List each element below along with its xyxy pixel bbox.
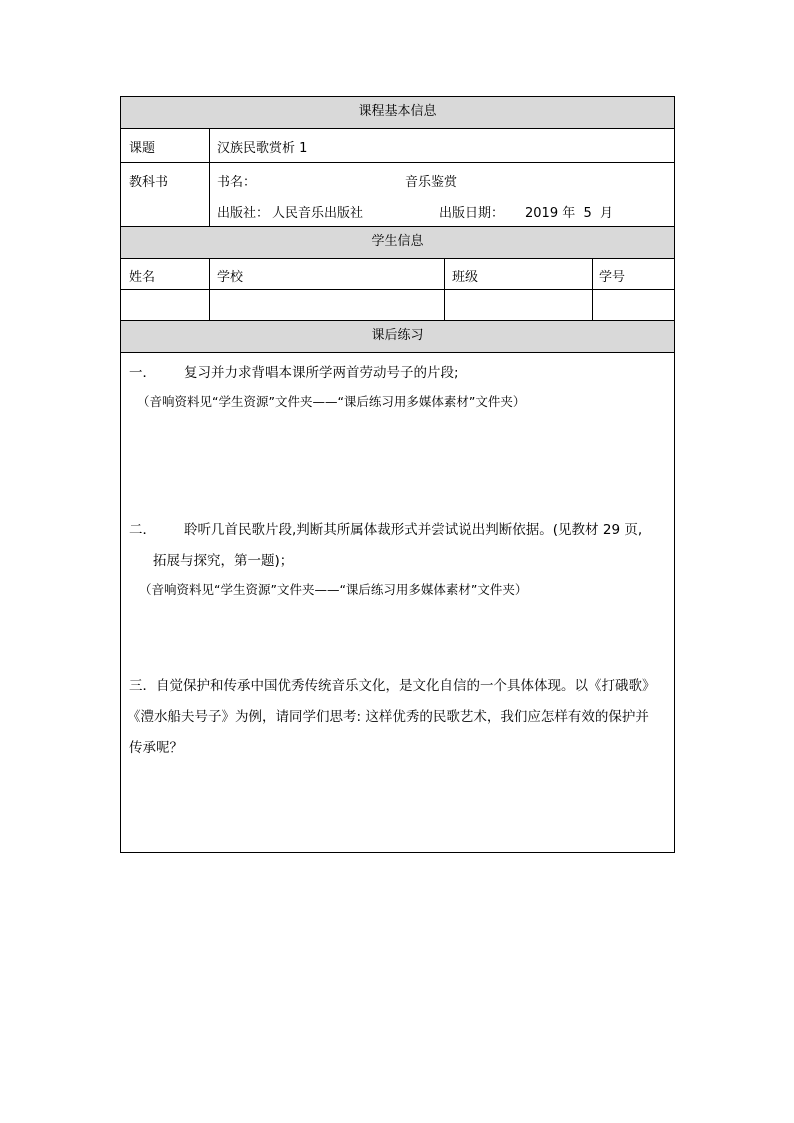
course-info-header xyxy=(121,97,674,129)
exercise-2-number: 二． xyxy=(129,522,156,538)
exercise-3-text-line3: 传承呢？ xyxy=(129,740,183,756)
pub-date-value: 2019 年 5 月 xyxy=(525,206,614,221)
exercise-2-note: （音响资料见“学生资源”文件夹——“课后练习用多媒体素材”文件夹） xyxy=(139,582,528,597)
worksheet-table xyxy=(120,96,675,853)
column-divider xyxy=(209,290,210,320)
exercises-title: 课后练习 xyxy=(371,328,424,343)
student-entry-row xyxy=(121,290,674,321)
publisher-value: 人民音乐出版社 xyxy=(272,206,364,221)
student-info-header xyxy=(121,227,674,259)
column-divider xyxy=(209,129,210,162)
class-column-header: 班级 xyxy=(452,270,479,285)
student-info-title: 学生信息 xyxy=(371,234,424,249)
name-column-header: 姓名 xyxy=(129,270,156,285)
book-name-value: 音乐鉴赏 xyxy=(405,175,458,190)
topic-value: 汉族民歌赏析 1 xyxy=(217,141,308,156)
course-info-title: 课程基本信息 xyxy=(358,104,437,119)
exercises-header xyxy=(121,321,674,353)
student-header-row xyxy=(121,259,674,290)
textbook-row xyxy=(121,163,674,227)
exercise-3-text-line1: 三．自觉保护和传承中国优秀传统音乐文化，是文化自信的一个具体体现。以《打硪歌》 xyxy=(129,678,656,694)
exercise-1-note: （音响资料见“学生资源”文件夹——“课后练习用多媒体素材”文件夹） xyxy=(137,394,526,409)
column-divider xyxy=(209,163,210,226)
column-divider xyxy=(444,290,445,320)
column-divider xyxy=(444,259,445,289)
student-id-column-header: 学号 xyxy=(599,270,626,285)
exercise-1-text: 复习并力求背唱本课所学两首劳动号子的片段; xyxy=(184,365,459,381)
exercise-3-text-line2: 《澧水船夫号子》为例，请同学们思考: 这样优秀的民歌艺术，我们应怎样有效的保护并 xyxy=(127,709,649,725)
book-name-label: 书名： xyxy=(217,175,257,190)
publisher-label: 出版社： xyxy=(217,206,270,221)
pub-date-label: 出版日期： xyxy=(439,206,505,221)
column-divider xyxy=(209,259,210,289)
exercise-2-text-line2: 拓展与探究，第一题)； xyxy=(153,553,294,569)
column-divider xyxy=(592,290,593,320)
topic-row xyxy=(121,129,674,163)
topic-label: 课题 xyxy=(129,141,156,156)
textbook-label: 教科书 xyxy=(129,175,169,190)
school-column-header: 学校 xyxy=(217,270,244,285)
column-divider xyxy=(592,259,593,289)
exercise-2-text-line1: 聆听几首民歌片段,判断其所属体裁形式并尝试说出判断依据。(见教材 29 页, xyxy=(184,522,643,538)
exercise-1-number: 一． xyxy=(129,365,156,381)
